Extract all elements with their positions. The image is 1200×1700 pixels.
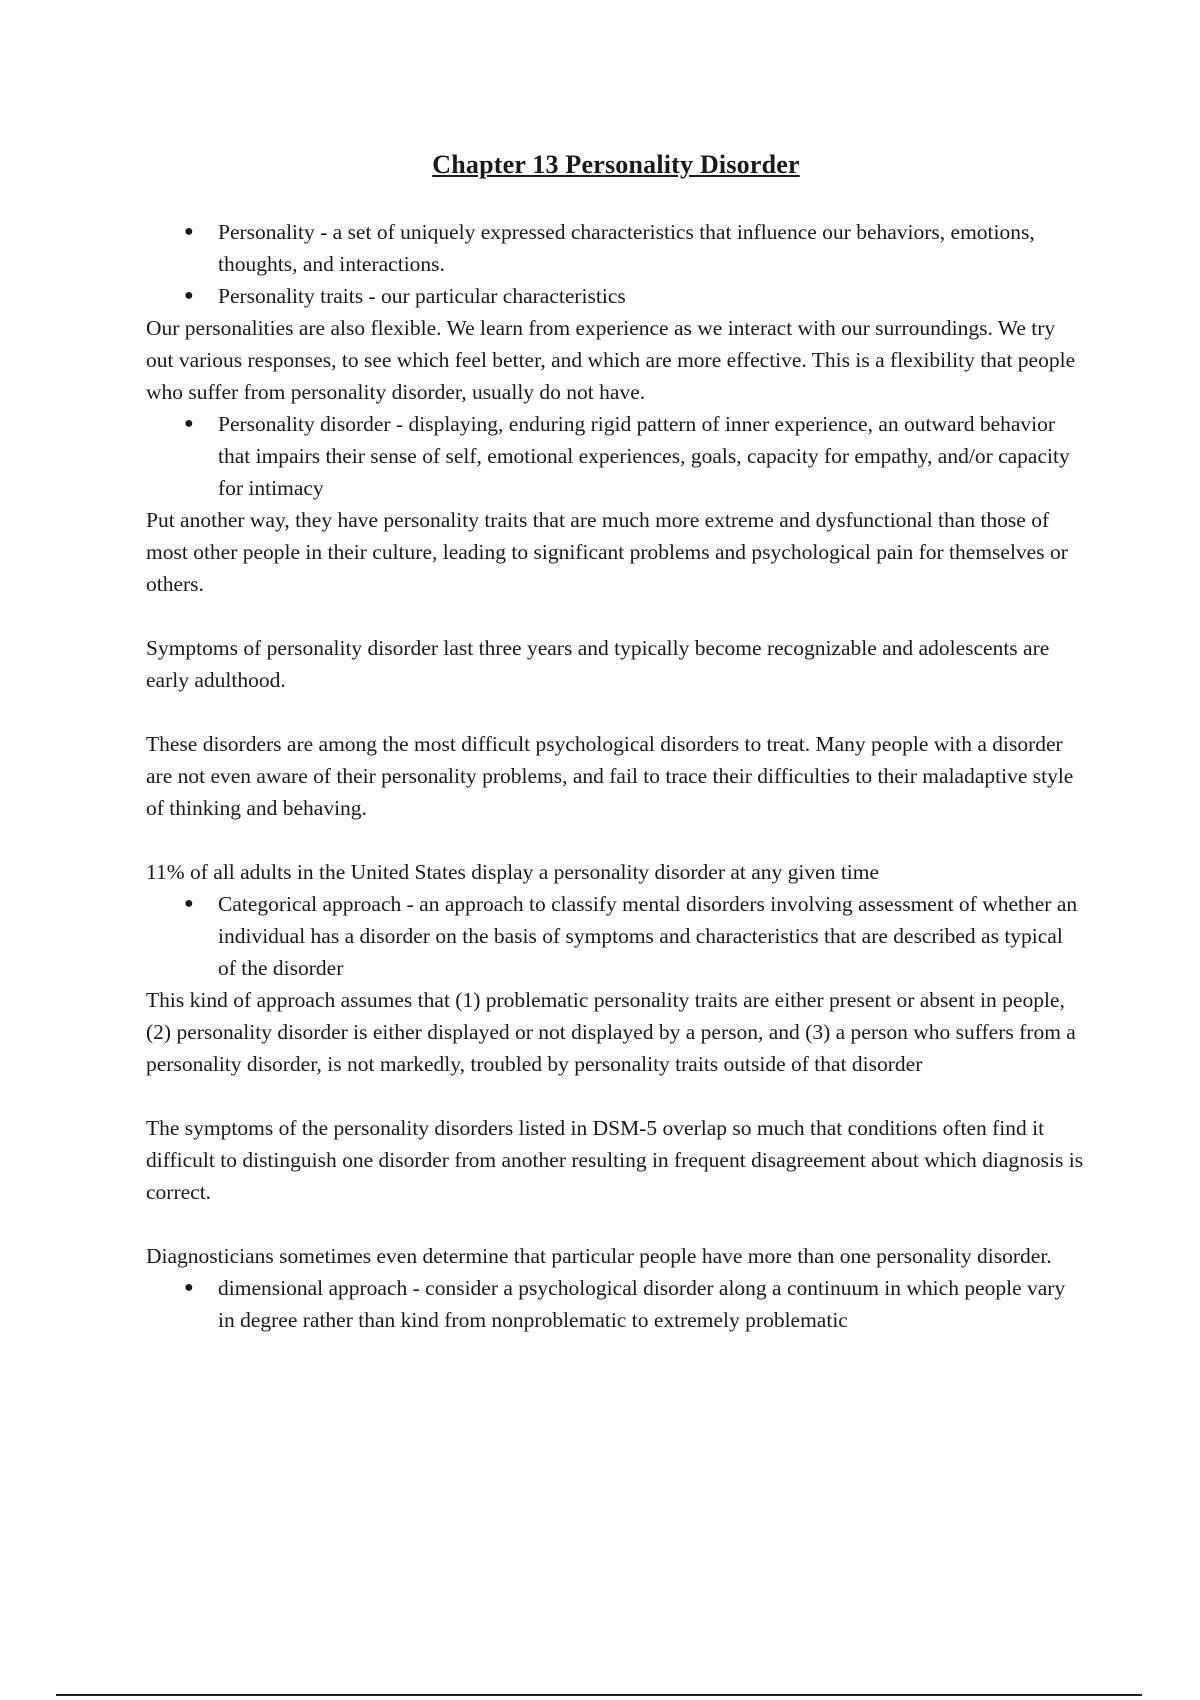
paragraph: Our personalities are also flexible. We learn from experience as we interact with our surroundings. We try out various responses, to see which feel better, and which are more effective. This is a flexibility that people who suffer from personality disorder, usually do not have.: [146, 316, 1076, 404]
list-item: [146, 216, 1086, 280]
list-item-text: Personality - a set of uniquely expressed characteristics that influence our behaviors, emotions, thoughts, and interactions.: [218, 220, 1035, 276]
spacer: [146, 600, 1086, 632]
bullet-list-2: [146, 408, 1086, 504]
list-item: [146, 280, 1086, 312]
paragraph: These disorders are among the most difficult psychological disorders to treat. Many people with a disorder are not even aware of their personality problems, and fail to trace their difficulties to their maladaptive style of thinking and behaving.: [146, 732, 1074, 820]
bullet-icon: ●: [184, 223, 194, 240]
paragraph: This kind of approach assumes that (1) problematic personality traits are either present or absent in people, (2) personality disorder is either displayed or not displayed by a person, and (3) a person who suffers from a personality disorder, is not markedly, troubled by personality traits outside of that disorder: [146, 988, 1076, 1076]
list-item-text: dimensional approach - consider a psychological disorder along a continuum in which people vary in degree rather than kind from nonproblematic to extremely problematic: [218, 1276, 1066, 1332]
list-item-text: Categorical approach - an approach to classify mental disorders involving assessment of whether an individual has a disorder on the basis of symptoms and characteristics that are described as typical of the disorder: [218, 892, 1078, 980]
list-item: [146, 408, 1086, 504]
document-page: [146, 140, 1086, 1336]
footer-divider: [56, 1694, 1142, 1696]
list-item-text: Personality traits - our particular characteristics: [218, 284, 626, 308]
list-item-text: Personality disorder - displaying, enduring rigid pattern of inner experience, an outward behavior that impairs their sense of self, emotional experiences, goals, capacity for empathy, and/or capacity for intimacy: [218, 412, 1070, 500]
list-item: [146, 888, 1086, 984]
bullet-list-1: [146, 216, 1086, 312]
spacer: [146, 696, 1086, 728]
paragraph: Diagnosticians sometimes even determine that particular people have more than one personality disorder.: [146, 1244, 1052, 1268]
paragraph: 11% of all adults in the United States display a personality disorder at any given time: [146, 860, 880, 884]
bullet-list-3: [146, 888, 1086, 984]
list-item: [146, 1272, 1086, 1336]
paragraph: Symptoms of personality disorder last three years and typically become recognizable and adolescents are early adulthood.: [146, 636, 1050, 692]
spacer: [146, 1080, 1086, 1112]
bullet-list-4: [146, 1272, 1086, 1336]
bullet-icon: ●: [184, 287, 194, 304]
spacer: [146, 1208, 1086, 1240]
bullet-icon: ●: [184, 1279, 194, 1296]
bullet-icon: ●: [184, 895, 194, 912]
bullet-icon: ●: [184, 415, 194, 432]
page-title: Chapter 13 Personality Disorder: [432, 150, 800, 179]
paragraph: The symptoms of the personality disorders listed in DSM-5 overlap so much that conditions often find it difficult to distinguish one disorder from another resulting in frequent disagreement about which diagnosis is correct.: [146, 1116, 1084, 1204]
paragraph: Put another way, they have personality traits that are much more extreme and dysfunctional than those of most other people in their culture, leading to significant problems and psychological pain for themselves or others.: [146, 508, 1068, 596]
spacer: [146, 824, 1086, 856]
